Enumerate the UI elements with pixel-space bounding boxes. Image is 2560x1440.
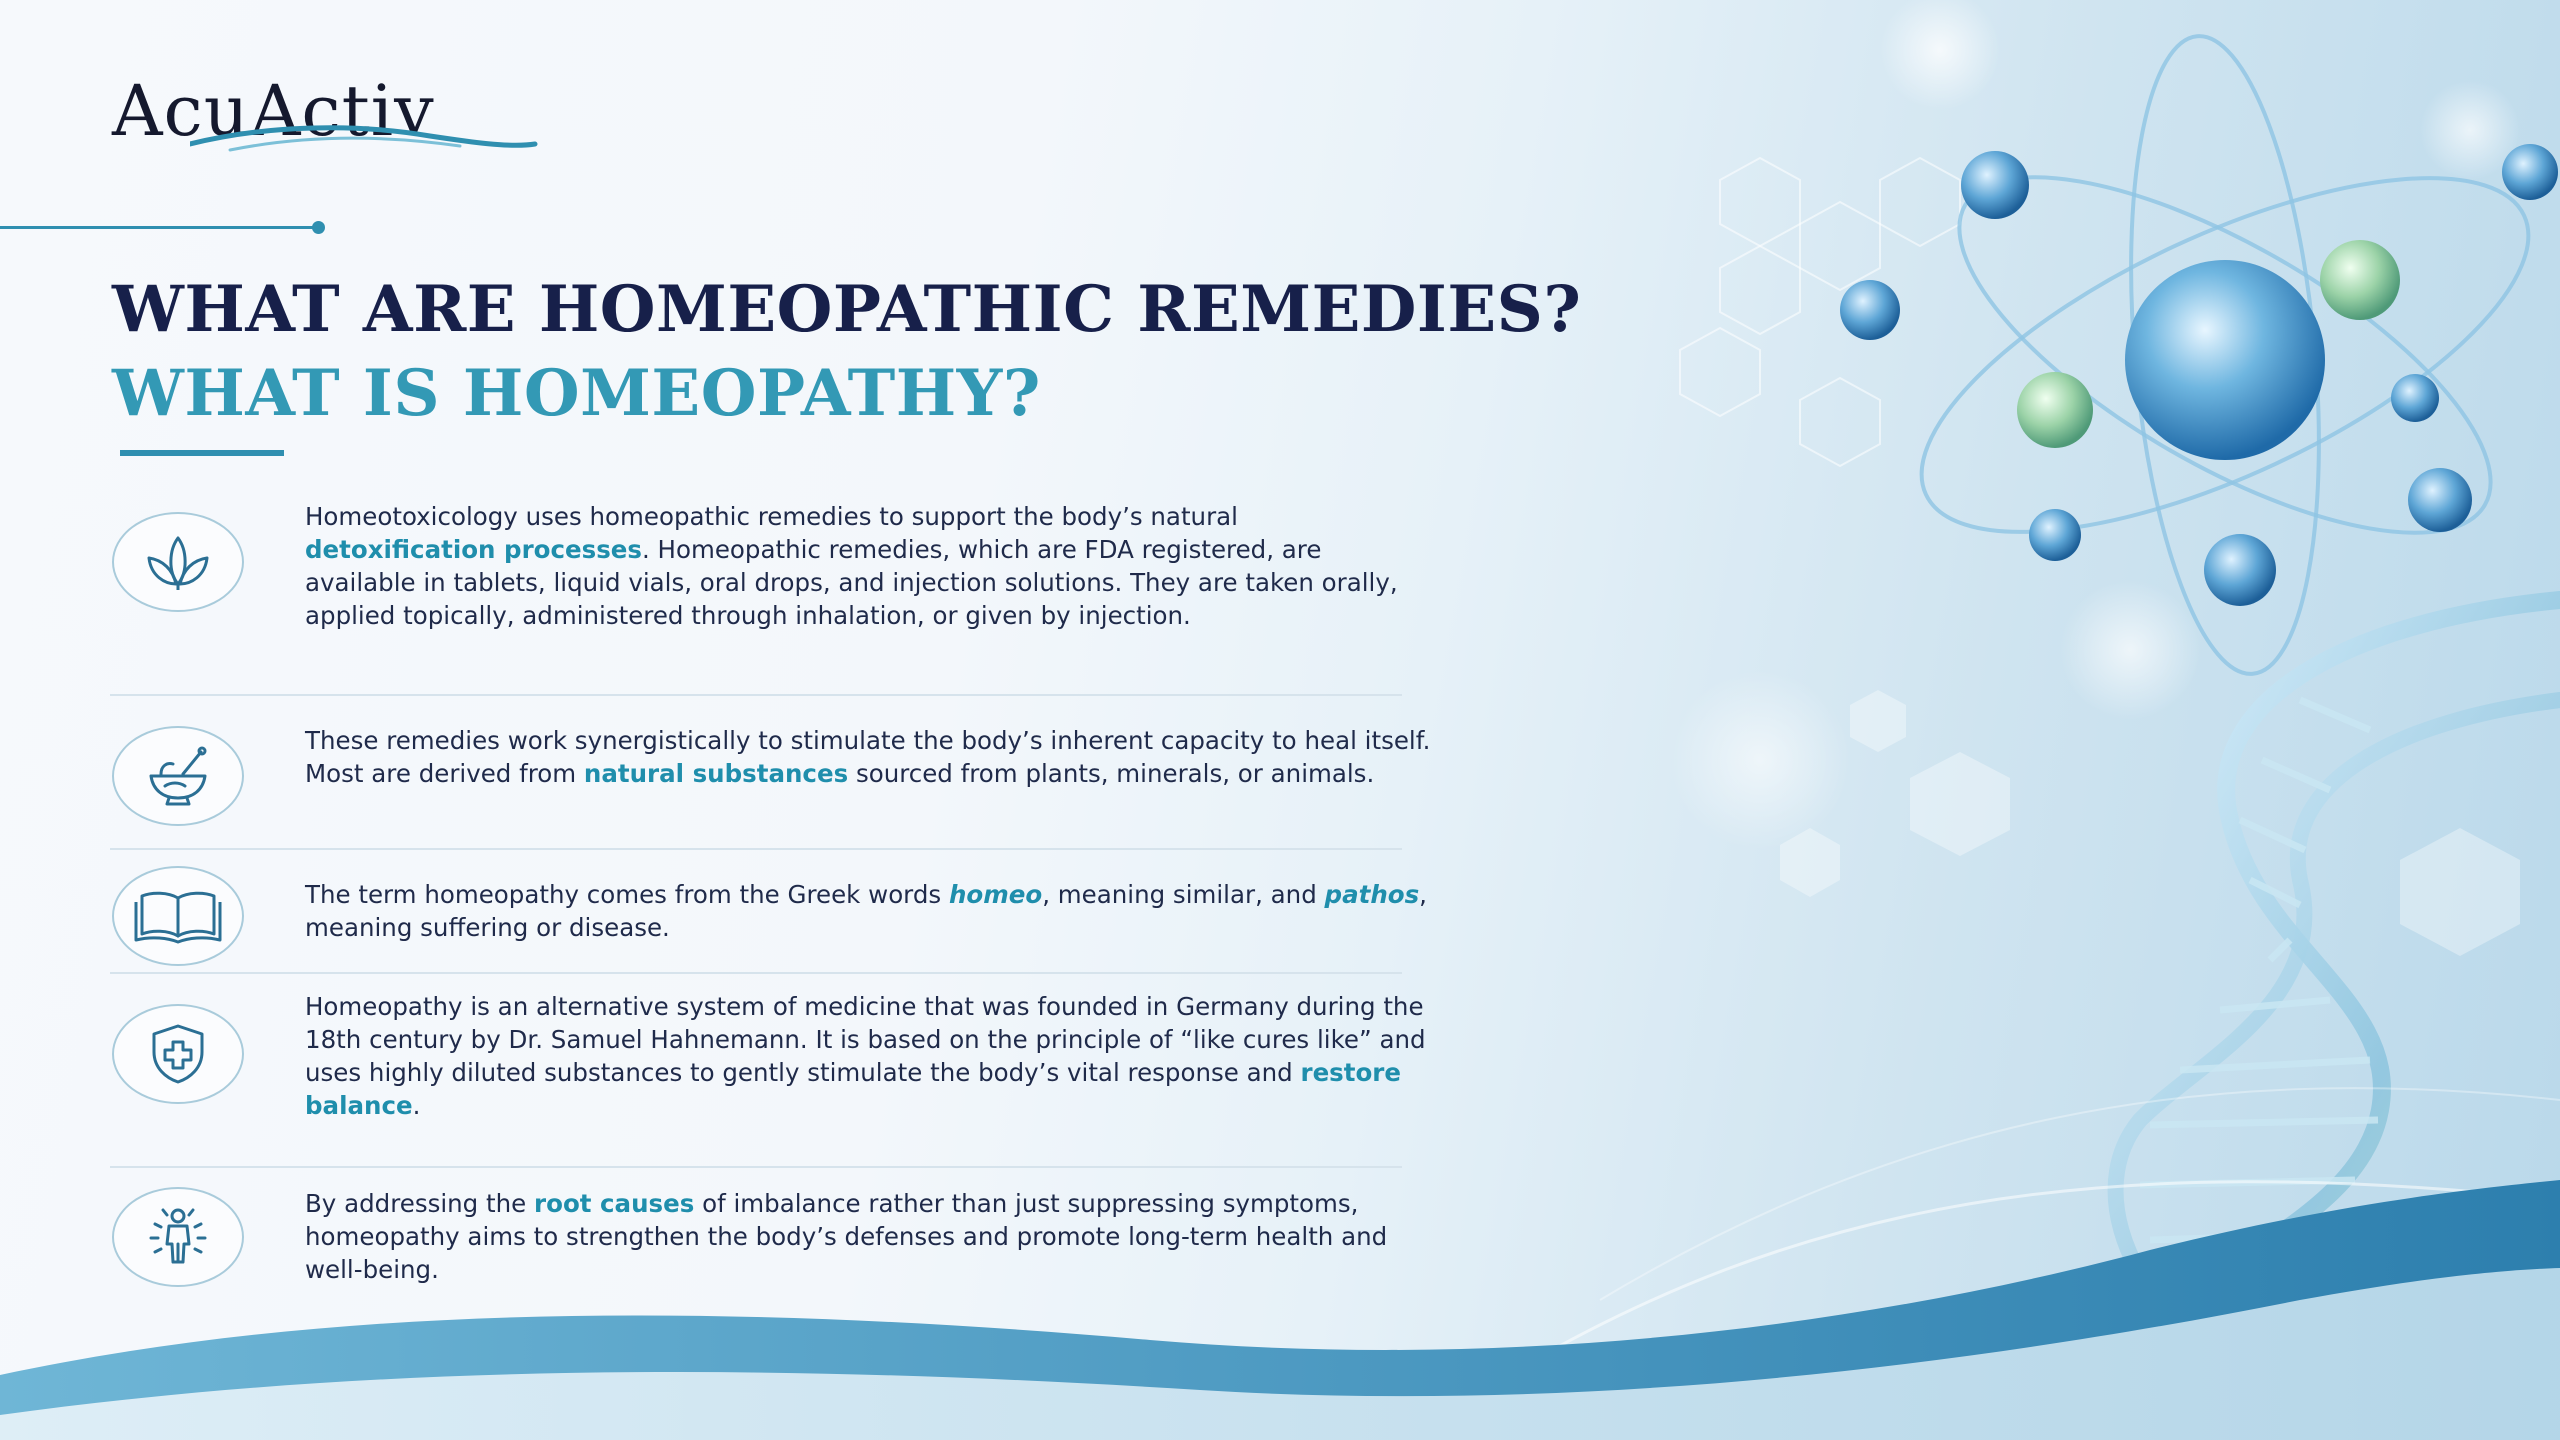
shield-cross-icon [112, 1004, 244, 1104]
divider [110, 972, 1402, 974]
highlight-natural-substances: natural substances [583, 759, 849, 788]
item-text: These remedies work synergistically to stimulate the body’s inherent capacity to heal itself. Most are derived from natural substances sourced from plants, minerals, or animals. [305, 726, 1431, 788]
divider [110, 694, 1402, 696]
brand-logo: AcuActiv [112, 70, 435, 152]
item-text: Homeopathy is an alternative system of medicine that was founded in Germany during the 18th century by Dr. Samuel Hahnemann. It is based on the principle of “like cures like” and uses highly diluted substances to gently stimulate the body’s vital response and restore balance. [305, 992, 1426, 1120]
open-book-icon [112, 866, 244, 966]
title-underline [120, 450, 284, 456]
divider [110, 848, 1402, 850]
item-text: By addressing the root causes of imbalance rather than just suppressing symptoms, homeopathy aims to strengthen the body’s defenses and promote long-term health and well-being. [305, 1189, 1388, 1284]
logo-swoosh-icon [190, 118, 540, 158]
leaf-icon [112, 512, 244, 612]
item-text: The term homeopathy comes from the Greek words homeo, meaning similar, and pathos, meaning suffering or disease. [305, 880, 1427, 942]
highlight-root-causes: root causes [534, 1189, 695, 1218]
item-text: Homeotoxicology uses homeopathic remedies to support the body’s natural detoxification processes. Homeopathic remedies, which are FDA registered, are available in tablets, liquid vials, oral drops, and injection solutions. They are taken orally, applied topically, administered through inhalation, or given by injection. [305, 502, 1398, 630]
top-rule [0, 226, 318, 229]
highlight-homeo: homeo [948, 880, 1043, 909]
highlight-pathos: pathos [1324, 880, 1420, 909]
highlight-detoxification: detoxification processes [305, 535, 642, 564]
page-title: WHAT ARE HOMEOPATHIC REMEDIES? [112, 272, 1582, 347]
top-rule-dot [312, 221, 325, 234]
mortar-pestle-icon [112, 726, 244, 826]
highlight-restore-balance: restore balance [305, 1058, 1402, 1120]
divider [110, 1166, 1402, 1168]
radiant-person-icon [112, 1187, 244, 1287]
page-subtitle: WHAT IS HOMEOPATHY? [112, 356, 1041, 431]
